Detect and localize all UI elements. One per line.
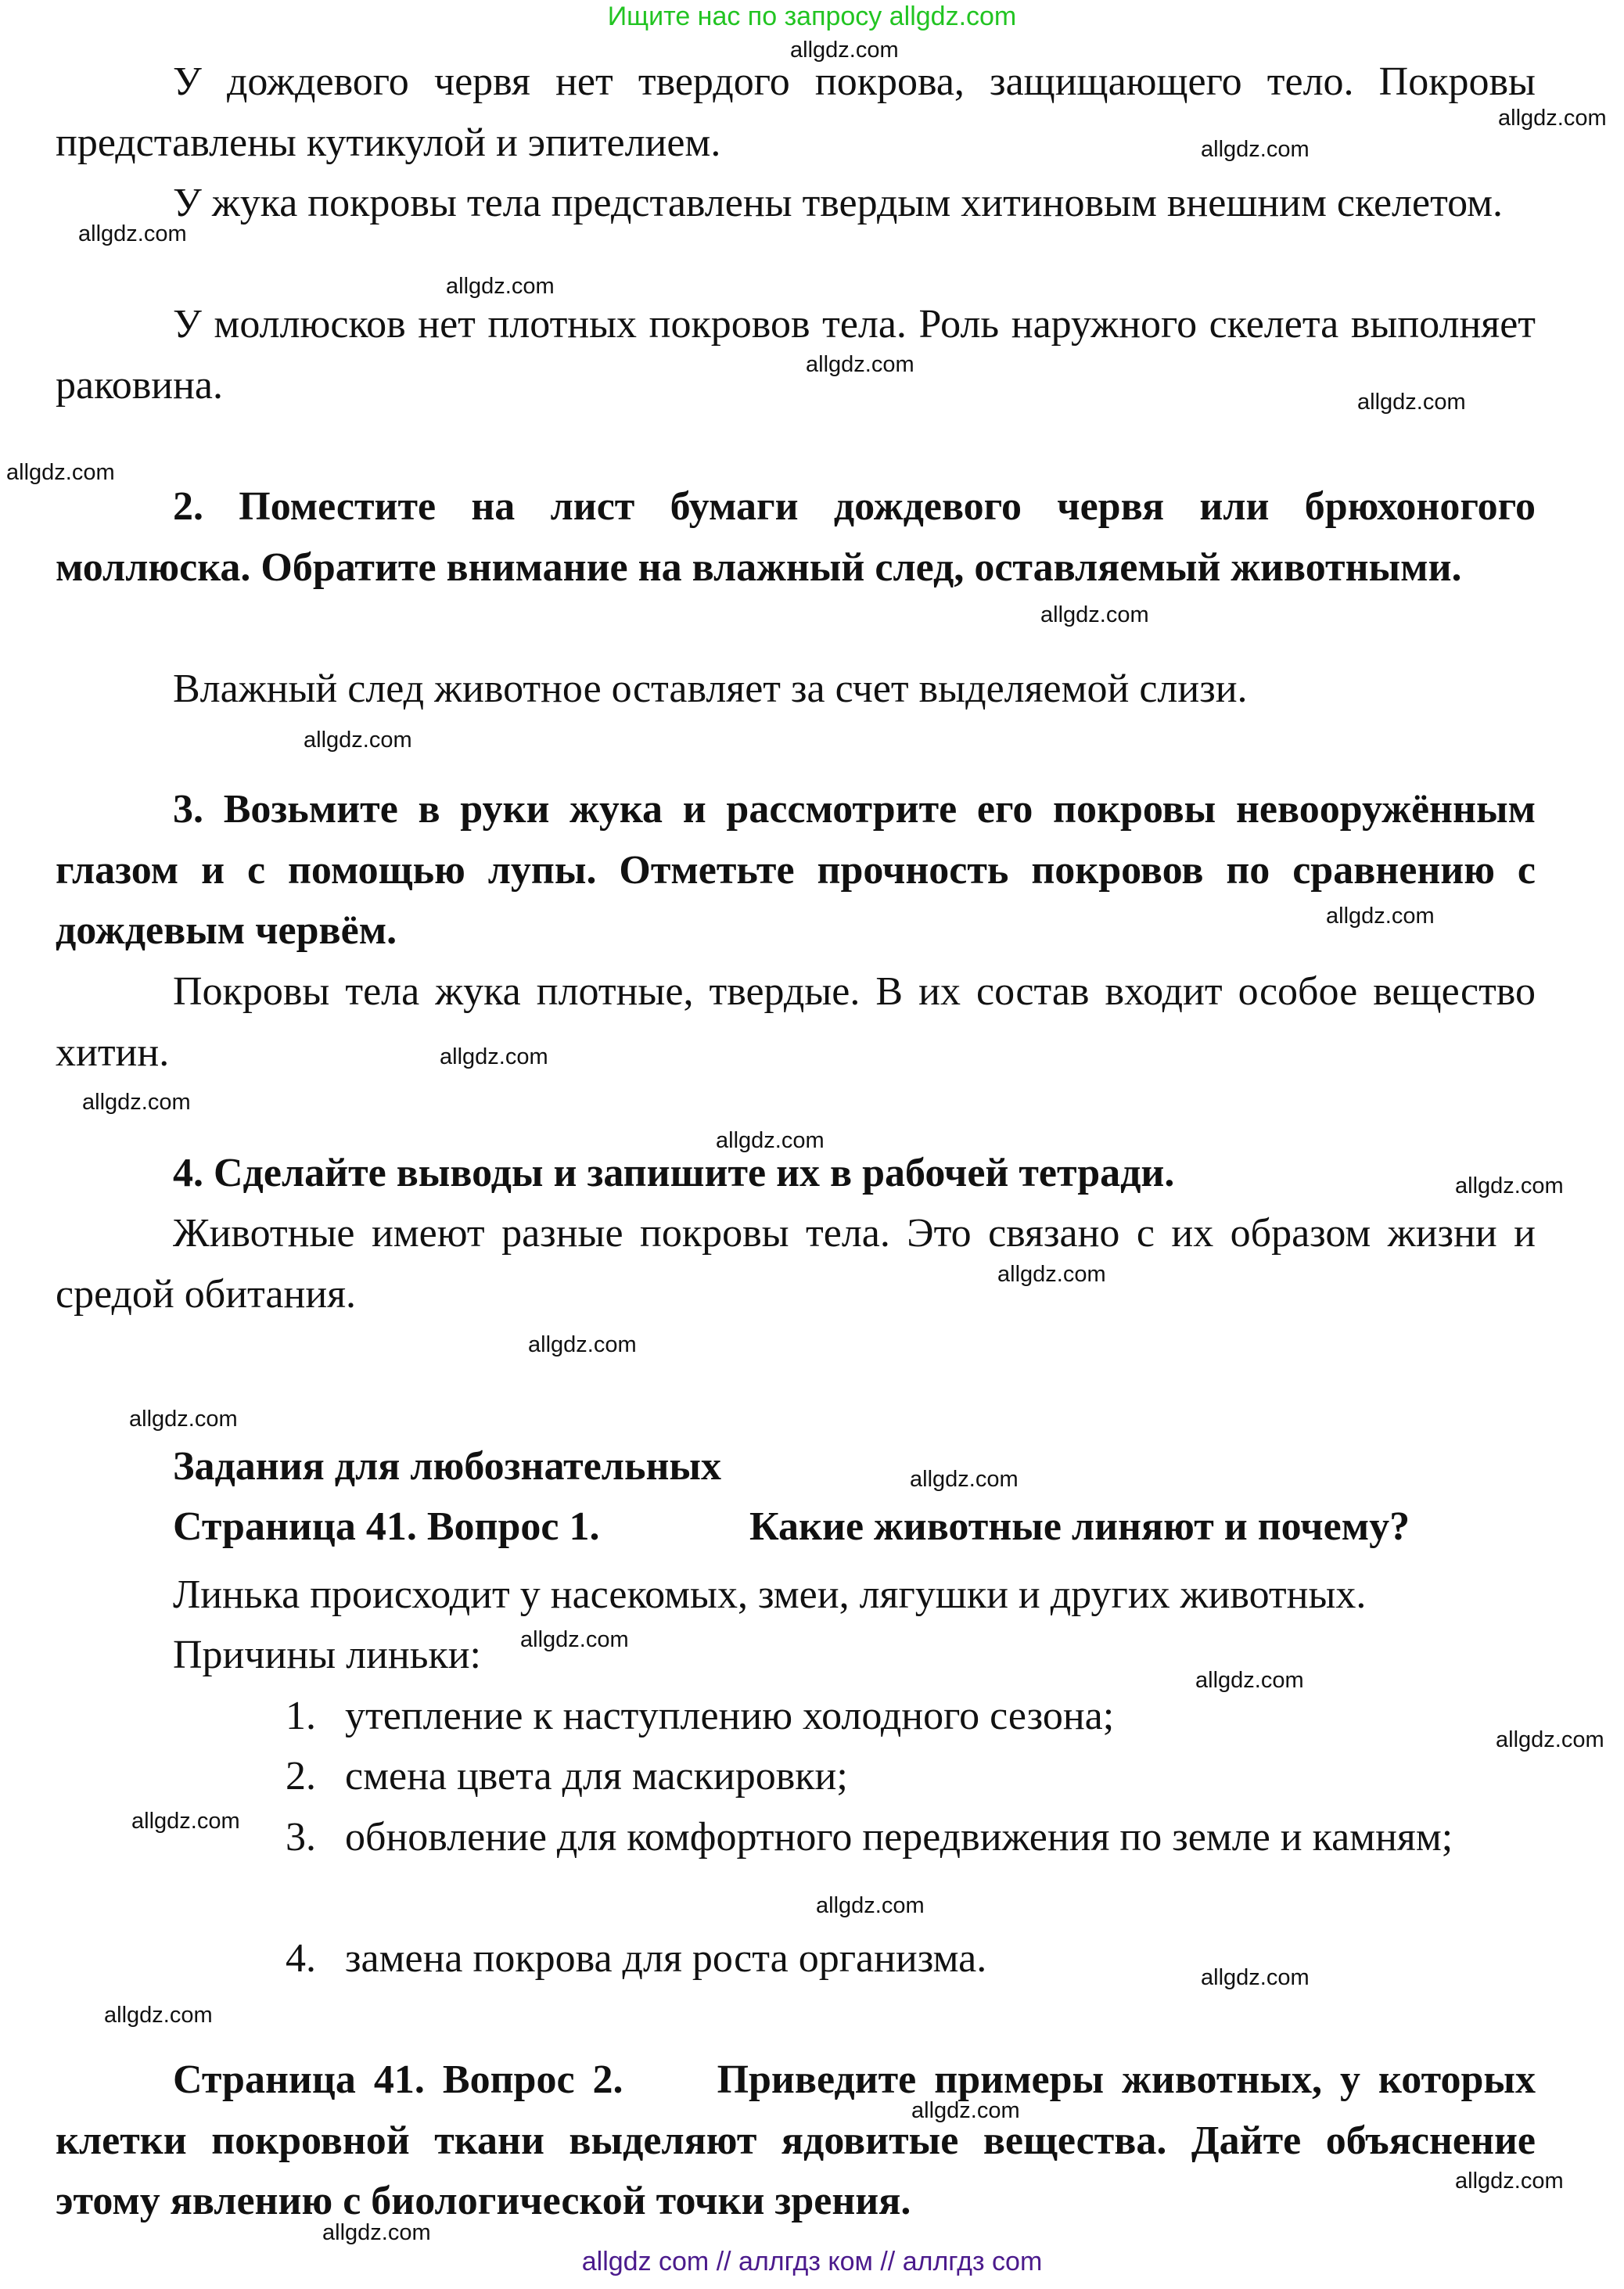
watermark: allgdz.com [1201,137,1310,162]
list-text: замена покрова для роста организма. [345,1936,987,1981]
watermark: allgdz.com [1195,1668,1304,1693]
reason-list-item [286,1807,1536,1868]
watermark: allgdz.com [997,1262,1106,1287]
list-text: утепление к наступлению холодного сезона; [345,1694,1115,1738]
watermark: allgdz.com [1326,904,1435,929]
watermark: allgdz.com [304,728,412,753]
watermark: allgdz.com [6,460,115,485]
watermark: allgdz.com [520,1627,629,1652]
question-2 [56,2050,1536,2232]
watermark: allgdz.com [1496,1727,1604,1752]
question-1-answer: Линька происходит у насекомых, змеи, лягушки и других животных. [173,1572,1367,1617]
question-1-text: Какие животные линяют и почему? [749,1504,1410,1549]
watermark: allgdz.com [790,38,899,63]
list-text: смена цвета для маскировки; [345,1754,848,1798]
watermark: allgdz.com [528,1332,637,1357]
search-banner[interactable]: Ищите нас по запросу allgdz.com [607,2,1017,31]
watermark: allgdz.com [322,2220,431,2245]
section-title: Задания для любознательных [173,1444,722,1489]
list-number: 2. [286,1754,316,1798]
task-2: 2. Поместите на лист бумаги дождевого червя или брюхоногого моллюска. Обратите внимание на влажный след, оставляемый животными. [56,484,1536,590]
watermark: allgdz.com [806,352,914,377]
watermark: allgdz.com [440,1044,548,1069]
watermark: allgdz.com [1455,2169,1564,2194]
reason-list-item [286,1746,1536,1807]
reason-list-item [286,1928,1536,1989]
footer-links[interactable]: allgdz com // аллгдз ком // аллгдз com [581,2247,1043,2276]
paragraph-mollusc: У моллюсков нет плотных покровов тела. Роль наружного скелета выполняет раковина. [56,302,1536,408]
watermark: allgdz.com [446,274,555,299]
question-2-text: Приведите примеры животных, у которых клетки покровной ткани выделяют ядовитые вещества. Дайте объяснение этому явлению с биологической точки зрения. [56,2057,1536,2223]
question-2-ref: Страница 41. Вопрос 2. [173,2057,623,2102]
watermark: allgdz.com [1498,106,1607,131]
watermark: allgdz.com [129,1407,238,1432]
answer-3: Покровы тела жука плотные, твердые. В их состав входит особое вещество хитин. [56,969,1536,1075]
watermark: allgdz.com [131,1809,240,1834]
reason-list-item [286,1686,1536,1747]
watermark: allgdz.com [716,1128,825,1153]
reasons-label: Причины линьки: [173,1633,481,1677]
task-4: 4. Сделайте выводы и запишите их в рабочей тетради. [173,1151,1175,1195]
question-1-ref: Страница 41. Вопрос 1. [173,1504,600,1549]
list-number: 4. [286,1936,316,1981]
watermark: allgdz.com [104,2003,213,2028]
watermark: allgdz.com [911,2098,1020,2123]
watermark: allgdz.com [816,1893,925,1918]
watermark: allgdz.com [1455,1173,1564,1198]
answer-2: Влажный след животное оставляет за счет выделяемой слизи. [173,667,1248,711]
watermark: allgdz.com [1201,1965,1310,1990]
watermark: allgdz.com [78,221,187,246]
paragraph-beetle: У жука покровы тела представлены твердым хитиновым внешним скелетом. [173,181,1504,225]
answer-4: Животные имеют разные покровы тела. Это связано с их образом жизни и средой обитания. [56,1211,1536,1317]
watermark: allgdz.com [1040,602,1149,627]
watermark: allgdz.com [1357,390,1466,415]
watermark: allgdz.com [82,1090,191,1115]
list-number: 1. [286,1694,316,1738]
task-3: 3. Возьмите в руки жука и рассмотрите его покровы невооружённым глазом и с помощью лупы. Отметьте прочность покровов по сравнению с дождевым червём. [56,787,1536,953]
list-number: 3. [286,1815,316,1860]
paragraph-worm: У дождевого червя нет твердого покрова, защищающего тело. Покровы представлены кутикулой и эпителием. [56,59,1536,165]
watermark: allgdz.com [910,1467,1019,1492]
list-text: обновление для комфортного передвижения по земле и камням; [345,1815,1453,1860]
